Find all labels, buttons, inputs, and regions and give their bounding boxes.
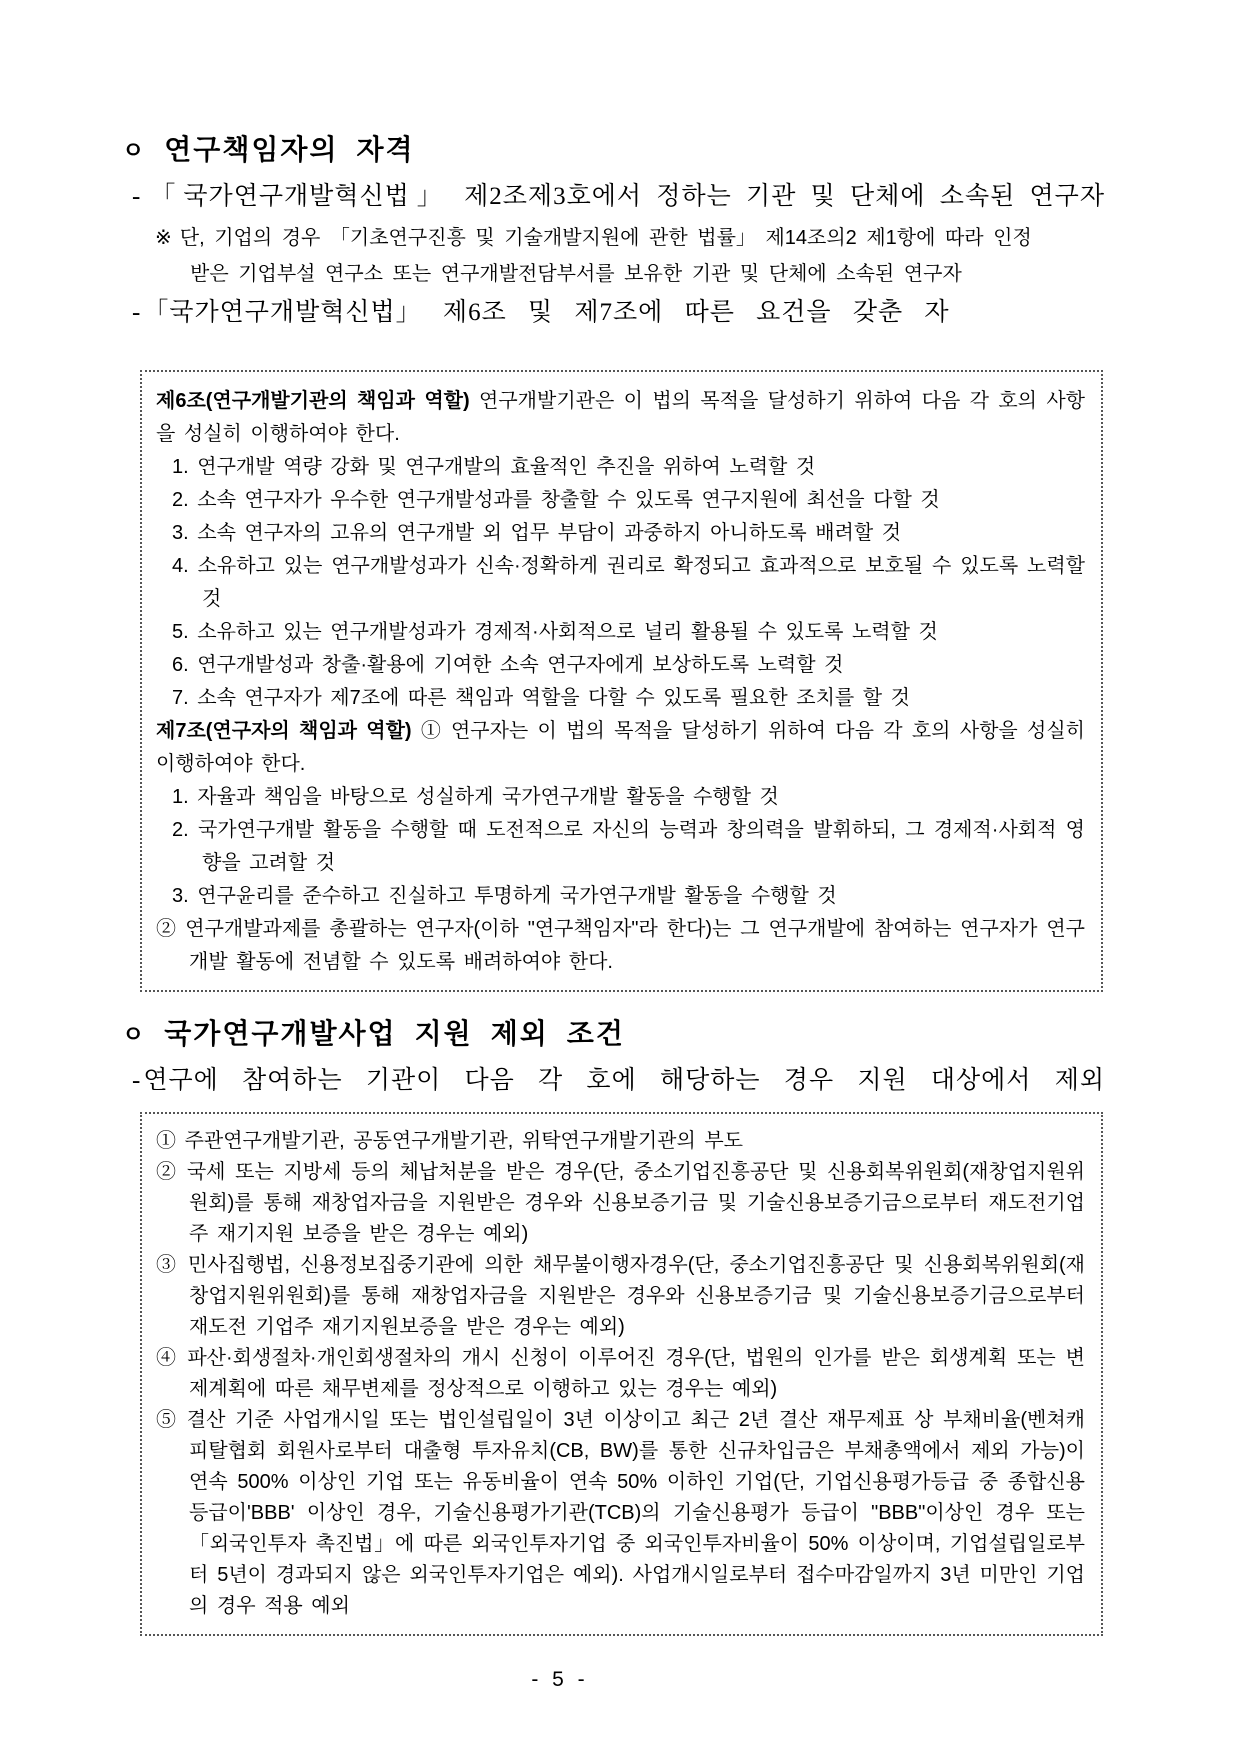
circled-number: ② xyxy=(156,1161,178,1183)
exclusion-condition xyxy=(156,1126,1085,1157)
item-text: 소속 연구자가 제7조에 따른 책임과 역할을 다할 수 있도록 필요한 조치를 할 것 xyxy=(197,687,910,709)
item-text: 소속 연구자가 우수한 연구개발성과를 창출할 수 있도록 연구지원에 최선을 다할 것 xyxy=(197,489,940,511)
item-text: 연구개발성과 창출·활용에 기여한 소속 연구자에게 보상하도록 노력할 것 xyxy=(197,654,844,676)
condition-text: 결산 기준 사업개시일 또는 법인설립일이 3년 이상이고 최근 2년 결산 재무제표 상 부채비율(벤쳐캐피탈협회 회원사로부터 대출형 투자유치(CB, BW)를 통한 신규차입금은 부채총액에서 제외 가능)이 연속 500% 이상인 기업 또는 유동비율이 연속 50% 이하인 기업(단, 기업신용평가등급 중 종합신용등급이'BBB' 이상인 경우, 기술신용평가기관(TCB)의 기술신용평가 등급이 "BBB"이상인 경우 또는 「외국인투자 촉진법」에 따른 외국인투자기업 중 외국인투자비율이 50% 이상이며, 기업설립일로부터 5년이 경과되지 않은 외국인투자기업은 예외). 사업개시일로부터 접수마감일까지 3년 미만인 기업의 경우 적용 예외 xyxy=(186,1409,1085,1617)
qualification-note-line-1 xyxy=(155,220,1107,256)
page-number: - 5 - xyxy=(531,1668,589,1691)
note-text: 단, 기업의 경우 「기초연구진흥 및 기술개발지원에 관한 법률」 제14조의2 제1항에 따라 인정 xyxy=(179,227,1032,249)
item-text: 자율과 책임을 바탕으로 성실하게 국가연구개발 활동을 수행할 것 xyxy=(197,786,779,808)
condition-text: 파산·회생절차·개인회생절차의 개시 신청이 이루어진 경우(단, 법원의 인가를 받은 회생계획 또는 변제계획에 따른 채무변제를 정상적으로 이행하고 있는 경우는 예외) xyxy=(187,1347,1086,1400)
article7-item xyxy=(172,880,1085,913)
item-number: 3. xyxy=(172,522,189,544)
section-heading-text: 연구책임자의 자격 xyxy=(164,135,415,166)
item-number: 1. xyxy=(172,786,189,808)
exclusion-item xyxy=(132,1064,1105,1098)
article6-title: 제6조(연구개발기관의 책임과 역할) xyxy=(156,390,470,412)
article7-item xyxy=(172,781,1085,814)
law-articles-box xyxy=(140,370,1103,992)
qualification-item-1-text: 「국가연구개발혁신법」 제2조제3호에서 정하는 기관 및 단체에 소속된 연구자 xyxy=(143,183,1105,210)
qualification-item-2-text: 「국가연구개발혁신법」 제6조 및 제7조에 따른 요건을 갖춘 자 xyxy=(143,299,950,326)
item-number: 5. xyxy=(172,621,189,643)
item-text: 소유하고 있는 연구개발성과가 경제적·사회적으로 널리 활용될 수 있도록 노력할 것 xyxy=(197,621,938,643)
circled-number: ① xyxy=(156,1130,176,1152)
exclusion-condition xyxy=(156,1343,1085,1405)
qualification-item-2 xyxy=(132,296,1107,330)
paragraph-text: 연구개발과제를 총괄하는 연구자(이하 "연구책임자"라 한다)는 그 연구개발에 참여하는 연구자가 연구개발 활동에 전념할 수 있도록 배려하여야 한다. xyxy=(185,918,1085,973)
article7-title: 제7조(연구자의 책임과 역할) xyxy=(156,720,412,742)
circle-bullet: ㅇ xyxy=(122,1022,147,1047)
exclusion-condition xyxy=(156,1250,1085,1343)
article6-item xyxy=(172,517,1085,550)
dash-bullet: - xyxy=(132,299,142,326)
circled-number: ⑤ xyxy=(156,1409,178,1431)
circle-bullet: ㅇ xyxy=(122,138,147,163)
article7-intro-text: ① 연구자는 이 법의 목적을 달성하기 위하여 다음 각 호의 사항을 성실히 이행하여야 한다. xyxy=(156,720,1086,775)
circled-number: ③ xyxy=(156,1254,178,1276)
article6-item xyxy=(172,682,1085,715)
circled-number: ④ xyxy=(156,1347,178,1369)
item-text: 국가연구개발 활동을 수행할 때 도전적으로 자신의 능력과 창의력을 발휘하되, 그 경제적·사회적 영향을 고려할 것 xyxy=(197,819,1085,874)
article6-item xyxy=(172,649,1085,682)
dash-bullet: - xyxy=(132,183,142,210)
circled-number: ② xyxy=(156,918,177,940)
qualification-item-1 xyxy=(132,180,1105,214)
exclusion-condition xyxy=(156,1157,1085,1250)
article7-intro-paragraph xyxy=(156,715,1085,781)
article6-intro-paragraph xyxy=(156,385,1085,451)
dash-bullet: - xyxy=(132,1067,142,1094)
item-number: 6. xyxy=(172,654,189,676)
article6-item xyxy=(172,616,1085,649)
condition-text: 주관연구개발기관, 공동연구개발기관, 위탁연구개발기관의 부도 xyxy=(184,1130,743,1152)
item-number: 4. xyxy=(172,555,189,577)
section-heading-qualification xyxy=(122,134,1107,168)
item-number: 1. xyxy=(172,456,189,478)
item-text: 연구개발 역량 강화 및 연구개발의 효율적인 추진을 위하여 노력할 것 xyxy=(197,456,816,478)
exclusion-condition xyxy=(156,1405,1085,1622)
exclusion-conditions-box xyxy=(140,1112,1103,1636)
item-number: 7. xyxy=(172,687,189,709)
article6-item xyxy=(172,550,1085,616)
item-text: 소속 연구자의 고유의 연구개발 외 업무 부담이 과중하지 아니하도록 배려할 것 xyxy=(197,522,902,544)
condition-text: 민사집행법, 신용정보집중기관에 의한 채무불이행자경우(단, 중소기업진흥공단 및 신용회복위원회(재창업지원위원회)를 통해 재창업자금을 지원받은 경우와 신용보증기금 및 기술신용보증기금으로부터 재도전 기업주 재기지원보증을 받은 경우는 예외) xyxy=(187,1254,1086,1338)
article7-paragraph-2 xyxy=(156,913,1085,979)
article6-item xyxy=(172,484,1085,517)
item-number: 2. xyxy=(172,489,189,511)
article6-intro-text: 연구개발기관은 이 법의 목적을 달성하기 위하여 다음 각 호의 사항을 성실히 이행하여야 한다. xyxy=(156,390,1085,445)
article7-item xyxy=(172,814,1085,880)
article6-item xyxy=(172,451,1085,484)
item-text: 연구윤리를 준수하고 진실하고 투명하게 국가연구개발 활동을 수행할 것 xyxy=(197,885,837,907)
item-text: 소유하고 있는 연구개발성과가 신속·정확하게 권리로 확정되고 효과적으로 보호될 수 있도록 노력할 것 xyxy=(197,555,1085,610)
exclusion-item-text: 연구에 참여하는 기관이 다음 각 호에 해당하는 경우 지원 대상에서 제외 xyxy=(143,1067,1105,1094)
section-heading-exclusion xyxy=(122,1018,1107,1052)
item-number: 2. xyxy=(172,819,189,841)
item-number: 3. xyxy=(172,885,189,907)
condition-text: 국세 또는 지방세 등의 체납처분을 받은 경우(단, 중소기업진흥공단 및 신용회복위원회(재창업지원위원회)를 통해 재창업자금을 지원받은 경우와 신용보증기금 및 기술신용보증기금으로부터 재도전기업주 재기지원 보증을 받은 경우는 예외) xyxy=(186,1161,1085,1245)
reference-mark: ※ xyxy=(155,227,172,249)
section-heading-text: 국가연구개발사업 지원 제외 조건 xyxy=(164,1019,625,1050)
qualification-note-line-2: 받은 기업부설 연구소 또는 연구개발전담부서를 보유한 기관 및 단체에 소속된 연구자 xyxy=(190,263,962,285)
